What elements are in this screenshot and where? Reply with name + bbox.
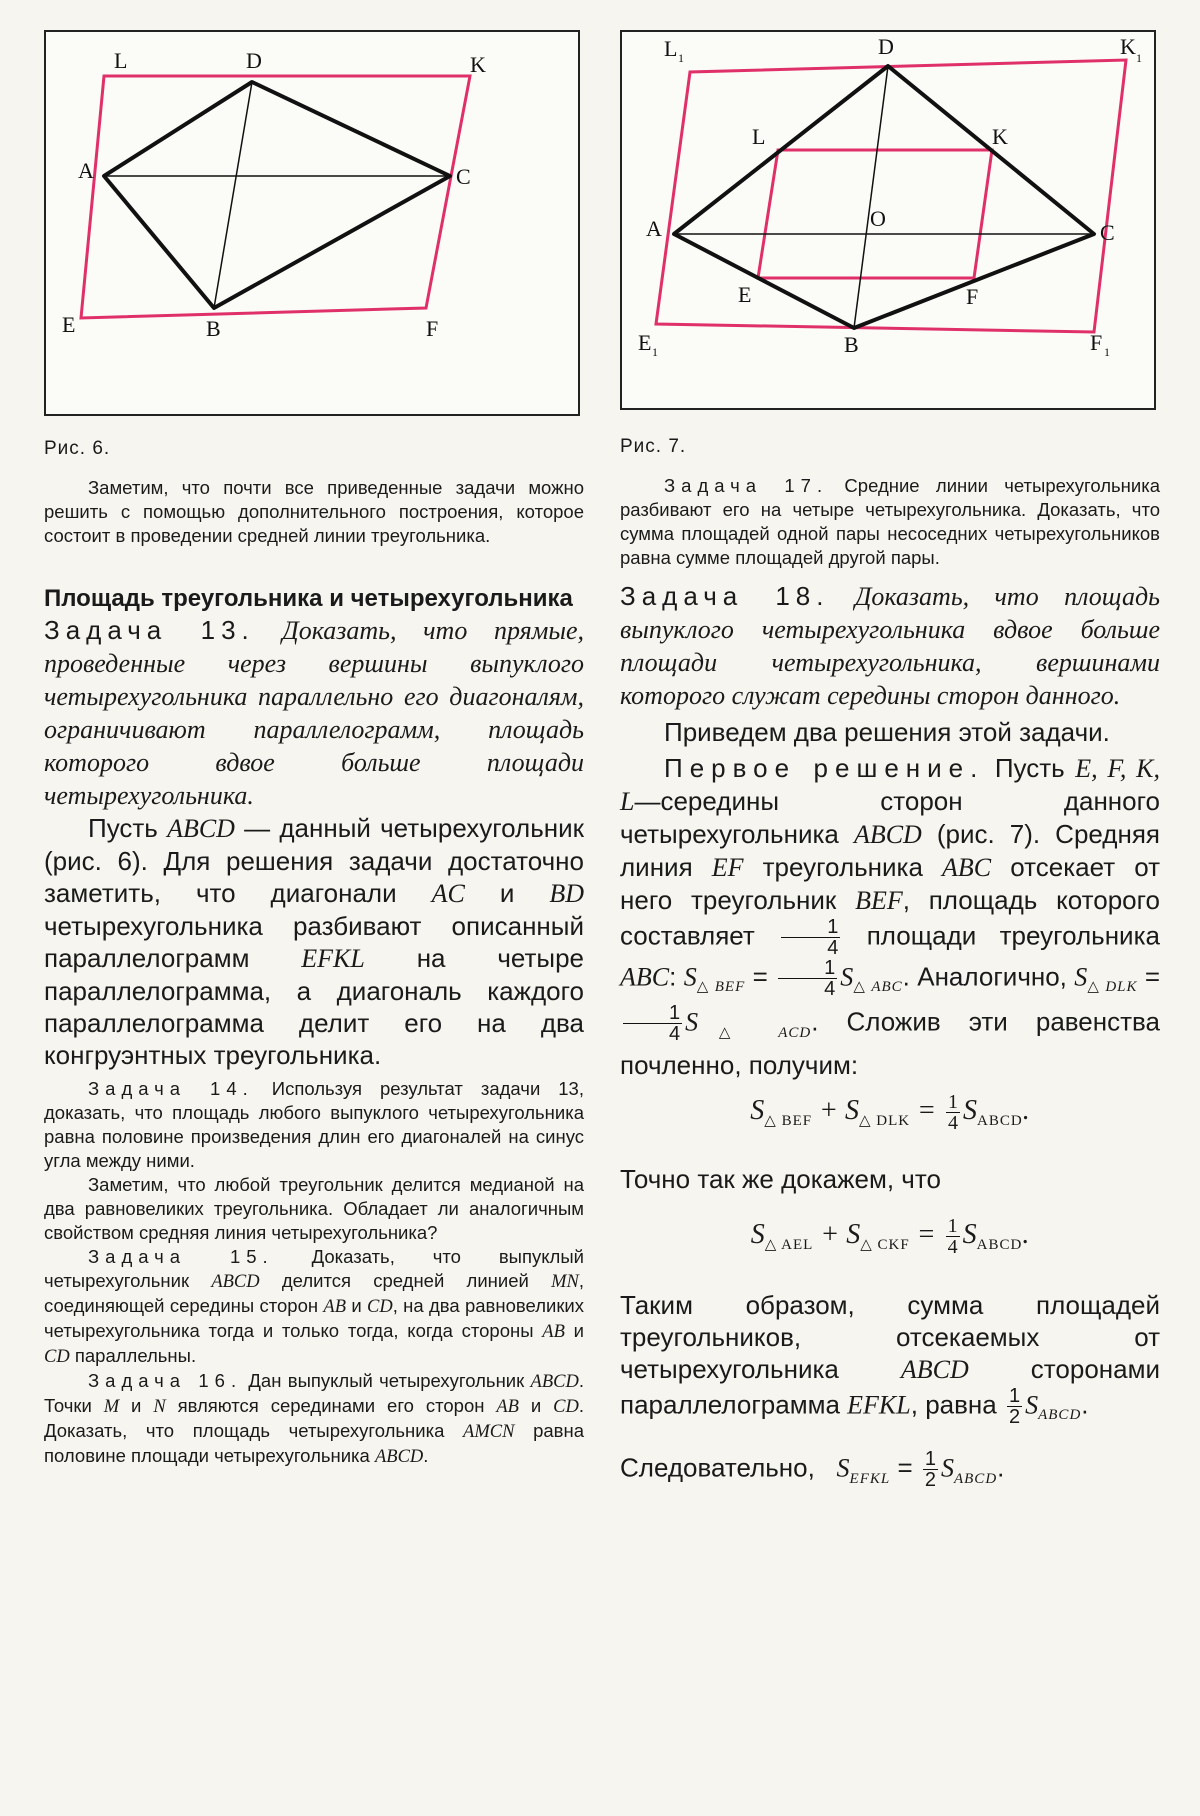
label-D: D [246, 48, 262, 73]
parallelogram-e1f1k1l1 [656, 60, 1126, 332]
label-B: B [844, 332, 859, 357]
task-13-lead: Задача 13. [44, 615, 255, 645]
task-13-solution: Пусть ABCD — данный четырехугольник (рис. 6). Для решения задачи достаточно заметить, что диагонали AC и BD четырехугольника разбивают описанный параллелограмм EFKL на четыре параллелограмма, а диагональ каждого параллелограмма делит его на два конгруэнтных треугольника. [44, 813, 584, 1070]
label-E1: E [638, 330, 652, 355]
median-paragraph: Заметим, что любой треугольник делится медианой на два равновеликих треугольника. Обладает ли аналогичным свойством средняя линия четырехугольника? [44, 1174, 584, 1243]
first-solution: Первое решение. Пусть E, F, K, L—середины сторон данного четырехугольника ABCD (рис. 7). Средняя линия EF треугольника ABC отсекает от него треугольник BEF, площадь которого составляет $\frac{1}{4}$ площади треугольника ABC: $S_{\triangle BEF}$ = $\frac{1}{4}$ $S_{\triangle ABC}$. Аналогично, $S_{\triangle DLK}$ = $\frac{1}{4}$ $S_{\triangle ACD}$. Сложив эти равенства почленно, получим: [620, 753, 1161, 1080]
task-17: Задача 17. Средние линии четырехугольника разбивают его на четыре четырехугольника. Доказать, что сумма площадей одной пары несоседних четырехугольников равна сумме площадей другой пары. [620, 475, 1160, 568]
label-O: O [870, 206, 886, 231]
quadrilateral-abcd [104, 82, 450, 308]
two-solutions: Приведем два решения этой задачи. [664, 717, 1110, 747]
figure-7 [620, 30, 1156, 410]
task-13-text: Доказать, что прямые, проведенные через вершины выпуклого четырехугольника параллельно его диагоналям, ограничивают параллелограмм, площадь которого вдвое больше площади четырехугольника. [44, 616, 584, 810]
task-13 [44, 614, 584, 812]
task-15: Задача 15. Доказать, что выпуклый четырехугольник ABCD делится средней линией MN, соединяющей середины сторон AB и CD, на два равновеликих четырехугольника тогда и только тогда, когда стороны AB и CD параллельны. [44, 1246, 584, 1367]
quadrilateral-abcd [674, 66, 1094, 328]
label-A: A [646, 216, 662, 241]
task-18: Задача 18. Доказать, что площадь выпуклого четырехугольника вдвое больше площади четырехугольника, вершинами которого служат середины сторон данного. [620, 581, 1160, 710]
label-K: K [992, 124, 1008, 149]
figure-6 [44, 30, 580, 416]
label-D: D [878, 34, 894, 59]
figure-6-caption: Рис. 6. [44, 438, 111, 459]
label-E: E [62, 312, 76, 337]
diagonal-bd [214, 82, 252, 308]
label-E: E [738, 282, 752, 307]
label-K1-sub: 1 [1136, 51, 1142, 65]
label-K: K [470, 52, 486, 77]
label-E1-sub: 1 [652, 345, 658, 359]
task-14: Задача 14. Используя результат задачи 13, доказать, что площадь любого выпуклого четырехугольника равна половине произведения длин его диагоналей на синус угла между ними. [44, 1078, 584, 1171]
left-column [44, 30, 584, 1469]
label-B: B [206, 316, 221, 341]
label-K1: K [1120, 34, 1136, 59]
thus-paragraph: Таким образом, сумма площадей треугольников, отсекаемых от четырехугольника ABCD сторонами параллелограмма EFKL, равна $\frac{1}{2}$ $S_{ABCD}$. [620, 1289, 1160, 1428]
label-L1: L [664, 36, 678, 61]
right-column [620, 30, 1160, 1495]
formula-1: $S_{\triangle BEF} + S_{\triangle DLK}$ = $\frac{1}{4}$ $S_{ABCD}$. [750, 1090, 1030, 1134]
label-L: L [114, 48, 128, 73]
intro-paragraph: Заметим, что почти все приведенные задачи можно решить с помощью дополнительного построения, которое состоит в проведении средней линии треугольника. [44, 477, 584, 546]
therefore-paragraph: Следовательно, $S_{EFKL}$ = $\frac{1}{2}$ $S_{ABCD}$. [620, 1448, 1005, 1492]
fraction-one-quarter: $\frac{1}{4}$ [781, 917, 840, 958]
label-F: F [426, 316, 439, 341]
figure-7-drawing [622, 32, 1154, 408]
same-way-paragraph: Точно так же докажем, что [620, 1163, 941, 1194]
task-16: Задача 16. Дан выпуклый четырехугольник ABCD. Точки M и N являются серединами его сторон AB и CD. Доказать, что площадь четырехугольника AMCN равна половине площади четырехугольника ABCD. [44, 1370, 584, 1467]
section-heading: Площадь треугольника и четырехугольника [44, 585, 573, 612]
label-C: C [456, 164, 471, 189]
label-F: F [966, 284, 979, 309]
figure-6-drawing [46, 32, 578, 414]
figure-7-caption: Рис. 7. [620, 436, 687, 457]
label-L1-sub: 1 [678, 51, 684, 65]
label-F1: F [1090, 330, 1103, 355]
label-C: C [1100, 220, 1115, 245]
formula-2: $S_{\triangle AEL} + S_{\triangle CKF}$ = $\frac{1}{4}$ $S_{ABCD}$. [750, 1214, 1030, 1258]
label-F1-sub: 1 [1104, 345, 1110, 359]
diagonal-bd [854, 66, 888, 328]
label-A: A [78, 158, 94, 183]
label-L: L [752, 124, 766, 149]
